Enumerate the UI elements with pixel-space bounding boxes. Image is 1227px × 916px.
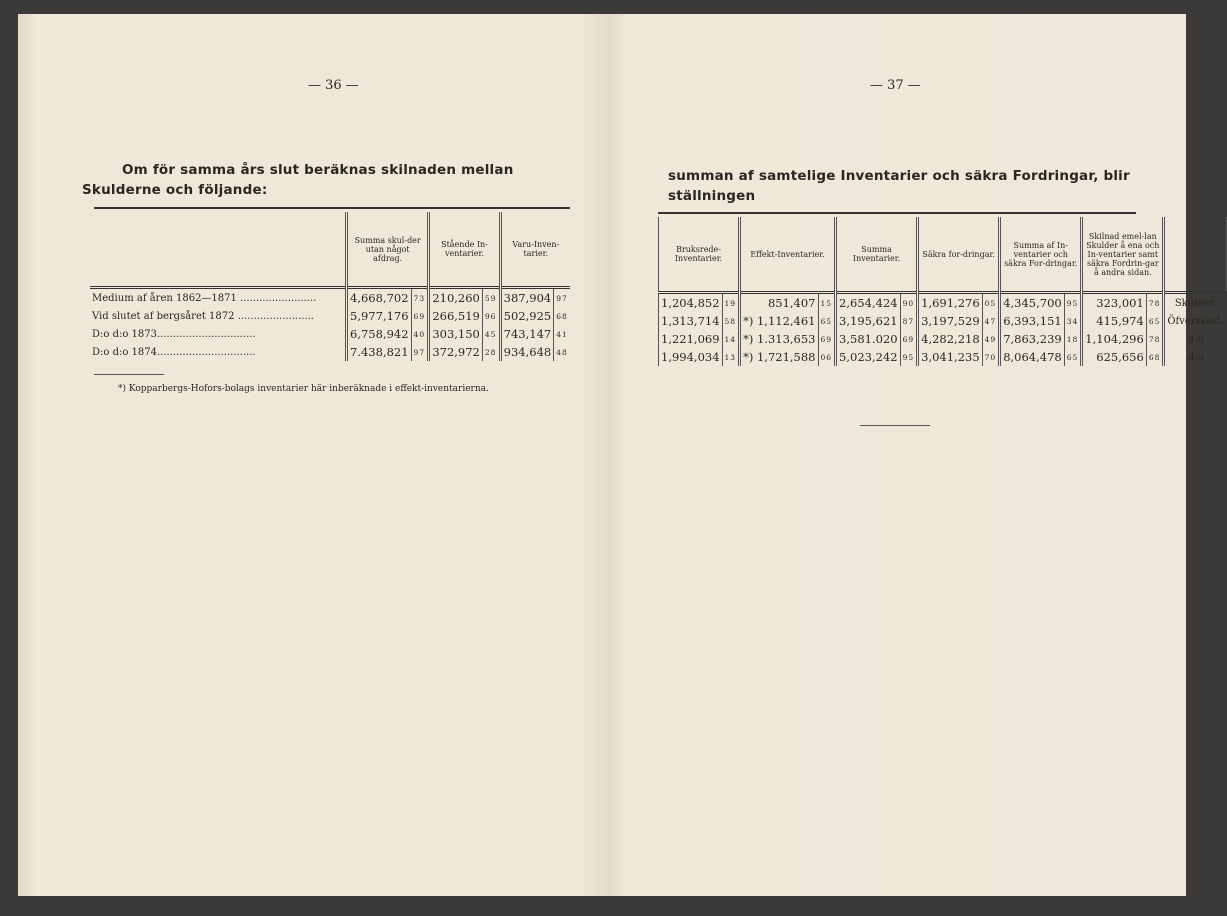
column-header: Bruksrede-Inventarier. <box>659 217 740 293</box>
heading: summan af samtelige Inventarier och säkra Fordringar, blir ställningen <box>668 168 1130 204</box>
amount: 502,925 <box>500 307 554 325</box>
amount: 1,691,276 <box>918 293 983 313</box>
column-header: Skilnad emel-lan Skulder å ena och In-ventarier samt säkra Fordrin-gar å andra sidan. <box>1082 217 1164 293</box>
table-row <box>90 288 570 308</box>
amount: 323,001 <box>1082 293 1147 313</box>
amount: *) 1,721,588 <box>740 348 818 366</box>
column-header: Summa Inventarier. <box>836 217 918 293</box>
amount: 934,648 <box>500 343 554 361</box>
amount: 4,345,700 <box>1000 293 1065 313</box>
amount-ore: 05 <box>982 293 1000 313</box>
amount: 3,041,235 <box>918 348 983 366</box>
table-row <box>659 348 1227 366</box>
amount-ore: 40 <box>411 325 429 343</box>
amount-ore: 28 <box>482 343 500 361</box>
table-row <box>659 312 1227 330</box>
amount: 303,150 <box>429 325 483 343</box>
right-page <box>608 14 1225 896</box>
amount: 5,977,176 <box>347 307 412 325</box>
amount: 3,197,529 <box>918 312 983 330</box>
table-top-rule <box>658 212 1136 214</box>
row-note: d:o <box>1164 348 1226 366</box>
amount-ore: 14 <box>722 330 740 348</box>
amount: 1,104,296 <box>1082 330 1147 348</box>
amount-ore: 19 <box>722 293 740 313</box>
amount: *) 1,112,461 <box>740 312 818 330</box>
amount-ore: 78 <box>1146 330 1164 348</box>
amount: 1,313,714 <box>659 312 723 330</box>
table-top-rule <box>94 207 570 209</box>
amount-ore: 96 <box>482 307 500 325</box>
amount-ore: 90 <box>900 293 918 313</box>
row-label: D:o d:o 1873............................... <box>92 328 256 340</box>
amount: 3,195,621 <box>836 312 901 330</box>
amount-ore: 58 <box>722 312 740 330</box>
amount-ore: 69 <box>900 330 918 348</box>
table-row <box>90 325 570 343</box>
amount-ore: 47 <box>982 312 1000 330</box>
column-header: Summa skul-der utan något afdrag. <box>347 212 429 288</box>
row-note: d:o <box>1164 330 1226 348</box>
amount-ore: 97 <box>411 343 429 361</box>
amount-ore: 69 <box>818 330 836 348</box>
balance-table <box>658 217 1227 366</box>
amount-ore: 68 <box>554 307 570 325</box>
amount: 266,519 <box>429 307 483 325</box>
column-header: Varu-Inven-tarier. <box>500 212 570 288</box>
amount: 4,668,702 <box>347 288 412 308</box>
row-note: Öfverskott. <box>1164 312 1226 330</box>
table-row <box>90 307 570 325</box>
label-column-header <box>90 212 347 288</box>
table-header <box>90 212 570 288</box>
table-row <box>659 330 1227 348</box>
row-note: Skulder. <box>1164 293 1226 313</box>
row-label: Medium af åren 1862—1871 ........................ <box>92 292 317 304</box>
amount: 1,994,034 <box>659 348 723 366</box>
amount-ore: 65 <box>1064 348 1082 366</box>
amount-ore: 49 <box>982 330 1000 348</box>
amount-ore: 18 <box>1064 330 1082 348</box>
row-label: Vid slutet af bergsåret 1872 ........................ <box>92 310 314 322</box>
amount-ore: 68 <box>1146 348 1164 366</box>
amount-ore: 65 <box>1146 312 1164 330</box>
amount: 6,393,151 <box>1000 312 1065 330</box>
amount: *) 1.313,653 <box>740 330 818 348</box>
amount-ore: 34 <box>1064 312 1082 330</box>
amount: 415,974 <box>1082 312 1147 330</box>
amount: 387,904 <box>500 288 554 308</box>
left-page <box>18 14 608 896</box>
amount-ore: 45 <box>482 325 500 343</box>
amount-ore: 69 <box>411 307 429 325</box>
footnote: *) Kopparbergs-Hofors-bolags inventarier här inberäknade i effekt-inventarierna. <box>118 384 489 394</box>
row-label: D:o d:o 1874............................... <box>92 346 256 358</box>
amount: 6,758,942 <box>347 325 412 343</box>
column-header <box>1164 217 1226 293</box>
amount: 7.438,821 <box>347 343 412 361</box>
column-header: Säkra for-dringar. <box>918 217 1000 293</box>
amount: 4,282,218 <box>918 330 983 348</box>
footnote-rule <box>94 374 164 375</box>
amount-ore: 41 <box>554 325 570 343</box>
table-row <box>659 293 1227 313</box>
amount: 372,972 <box>429 343 483 361</box>
amount-ore: 87 <box>900 312 918 330</box>
amount: 8,064,478 <box>1000 348 1065 366</box>
amount-ore: 65 <box>818 312 836 330</box>
amount: 851,407 <box>740 293 818 313</box>
end-rule <box>860 425 930 426</box>
amount-ore: 73 <box>411 288 429 308</box>
amount-ore: 59 <box>482 288 500 308</box>
debts-table <box>90 212 570 361</box>
amount: 7,863,239 <box>1000 330 1065 348</box>
amount: 2,654,424 <box>836 293 901 313</box>
amount-ore: 48 <box>554 343 570 361</box>
page-number: — 37 — <box>870 78 921 93</box>
amount: 625,656 <box>1082 348 1147 366</box>
amount: 5,023,242 <box>836 348 901 366</box>
amount-ore: 95 <box>900 348 918 366</box>
amount: 3,581.020 <box>836 330 901 348</box>
amount-ore: 70 <box>982 348 1000 366</box>
amount-ore: 97 <box>554 288 570 308</box>
page-number: — 36 — <box>308 78 359 93</box>
amount: 1,204,852 <box>659 293 723 313</box>
amount-ore: 06 <box>818 348 836 366</box>
column-header: Stående In-ventarier. <box>429 212 500 288</box>
table-row <box>90 343 570 361</box>
amount-ore: 78 <box>1146 293 1164 313</box>
amount: 1,221,069 <box>659 330 723 348</box>
amount: 743,147 <box>500 325 554 343</box>
amount-ore: 15 <box>818 293 836 313</box>
amount: 210,260 <box>429 288 483 308</box>
amount-ore: 13 <box>722 348 740 366</box>
heading: Om för samma års slut beräknas skilnaden mellan Skulderne och följande: <box>82 162 514 198</box>
column-header: Summa af In-ventarier och säkra For-dringar. <box>1000 217 1082 293</box>
amount-ore: 95 <box>1064 293 1082 313</box>
table-header <box>659 217 1227 293</box>
column-header: Effekt-Inventarier. <box>740 217 836 293</box>
